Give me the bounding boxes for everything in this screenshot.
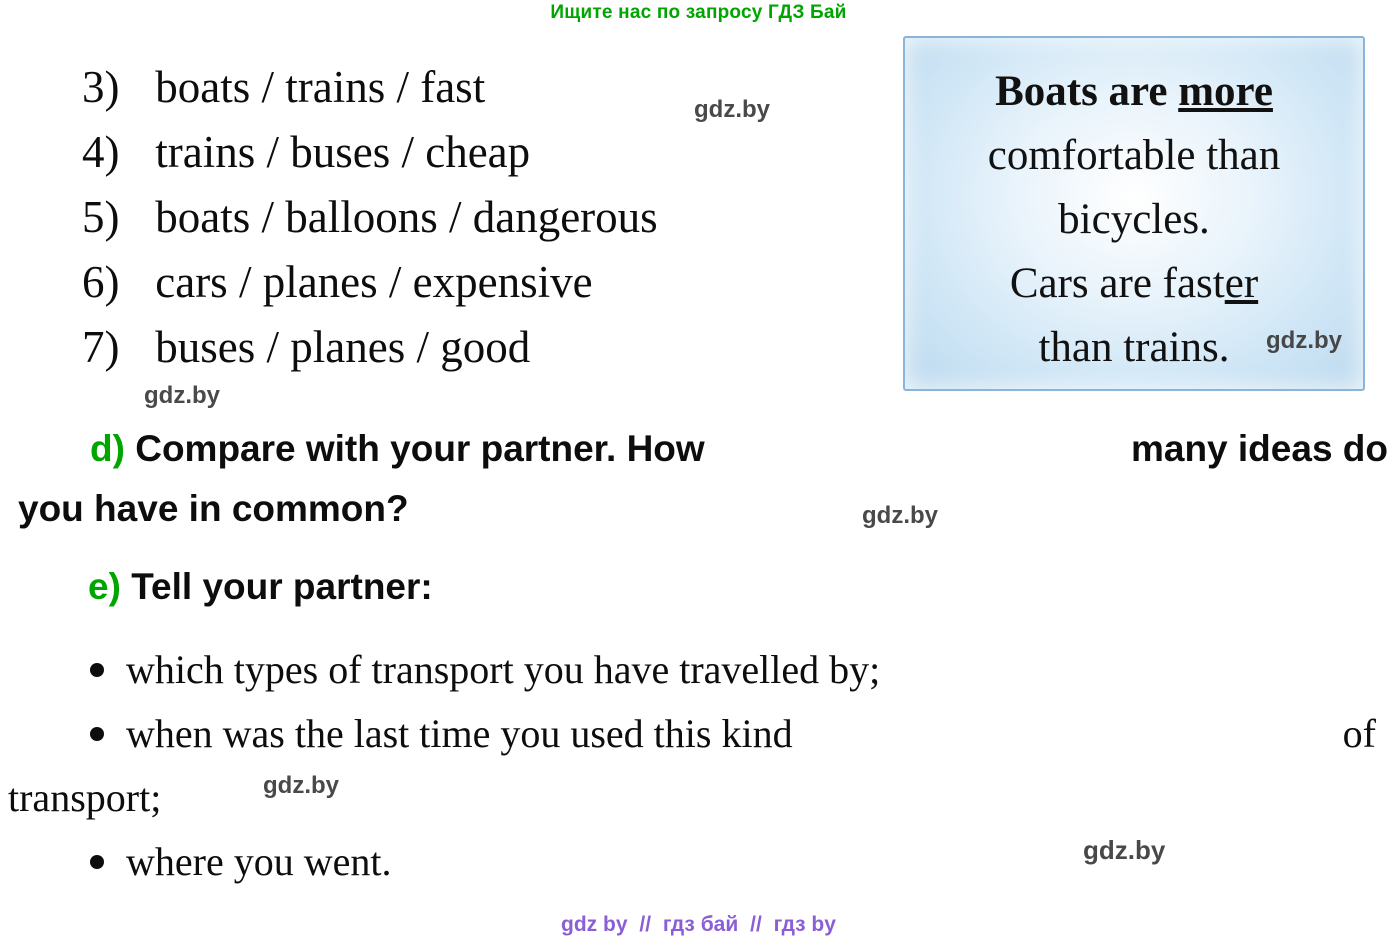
task-d-line-1 xyxy=(18,420,1388,478)
footer xyxy=(0,913,1397,937)
watermark: gdz.by xyxy=(1083,835,1166,865)
task-e-letter: e) xyxy=(88,566,121,607)
list-item-number: 6) xyxy=(82,257,120,307)
example-line-3: bicycles. xyxy=(1058,196,1210,243)
watermark: gdz.by xyxy=(144,382,220,409)
bullet-list xyxy=(0,638,1397,894)
task-d-letter: d) xyxy=(90,428,125,469)
list-item-number: 4) xyxy=(82,127,120,177)
watermark: gdz.by xyxy=(694,96,770,123)
example-line-1-bold: Boats are xyxy=(995,68,1179,115)
example-line-1 xyxy=(905,60,1363,124)
bullet-item-2-continuation: transport; xyxy=(8,775,162,820)
bullet-item-1-text: which types of transport you have travelled by; xyxy=(126,647,881,692)
example-line-4 xyxy=(905,252,1363,316)
example-line-4-text: Cars are fast xyxy=(1009,260,1225,307)
top-banner: Ищите нас по запросу ГДЗ Бай xyxy=(550,2,847,23)
bullet-dot-icon xyxy=(90,855,104,869)
footer-item-3: гдз by xyxy=(773,913,836,936)
list-item xyxy=(82,315,882,380)
bullet-item-3-text: where you went. xyxy=(126,839,392,884)
bullet-item-3 xyxy=(0,830,1397,894)
task-e-title: Tell your partner: xyxy=(131,566,433,607)
bullet-item-2 xyxy=(0,702,1397,766)
bullet-item-2-text-end: of xyxy=(1342,711,1376,756)
task-d-text-part1: Compare with your partner. How xyxy=(135,428,705,469)
task-d-line-2: you have in common? xyxy=(18,488,409,529)
list-item-text: buses / planes / good xyxy=(155,322,531,372)
list-item xyxy=(82,185,882,250)
task-d-text-part2: many ideas do xyxy=(1130,428,1388,469)
list-item-text: boats / balloons / dangerous xyxy=(155,192,658,242)
list-item xyxy=(82,250,882,315)
example-line-1-underlined: more xyxy=(1178,68,1273,115)
example-line-4-underlined: er xyxy=(1224,260,1259,307)
list-item xyxy=(82,120,882,185)
list-item-number: 3) xyxy=(82,62,120,112)
bullet-dot-icon xyxy=(90,663,104,677)
list-item-text: trains / buses / cheap xyxy=(155,127,531,177)
example-line-5: than trains. xyxy=(1038,324,1230,371)
bullet-item-1 xyxy=(0,638,1397,702)
bullet-item-2-text: when was the last time you used this kind xyxy=(126,711,793,756)
list-item-number: 7) xyxy=(82,322,120,372)
footer-separator: // xyxy=(750,913,762,936)
watermark: gdz.by xyxy=(1266,327,1342,354)
footer-item-1: gdz by xyxy=(561,913,628,936)
bullet-dot-icon xyxy=(90,727,104,741)
list-item-number: 5) xyxy=(82,192,120,242)
task-e xyxy=(88,566,433,608)
list-item-text: boats / trains / fast xyxy=(155,62,486,112)
footer-item-2: гдз бай xyxy=(662,913,739,936)
watermark: gdz.by xyxy=(263,772,339,799)
example-line-2: comfortable than xyxy=(987,132,1281,179)
footer-separator: // xyxy=(639,913,652,936)
list-item-text: cars / planes / expensive xyxy=(155,257,593,307)
task-d xyxy=(18,420,1388,538)
watermark: gdz.by xyxy=(862,502,938,529)
